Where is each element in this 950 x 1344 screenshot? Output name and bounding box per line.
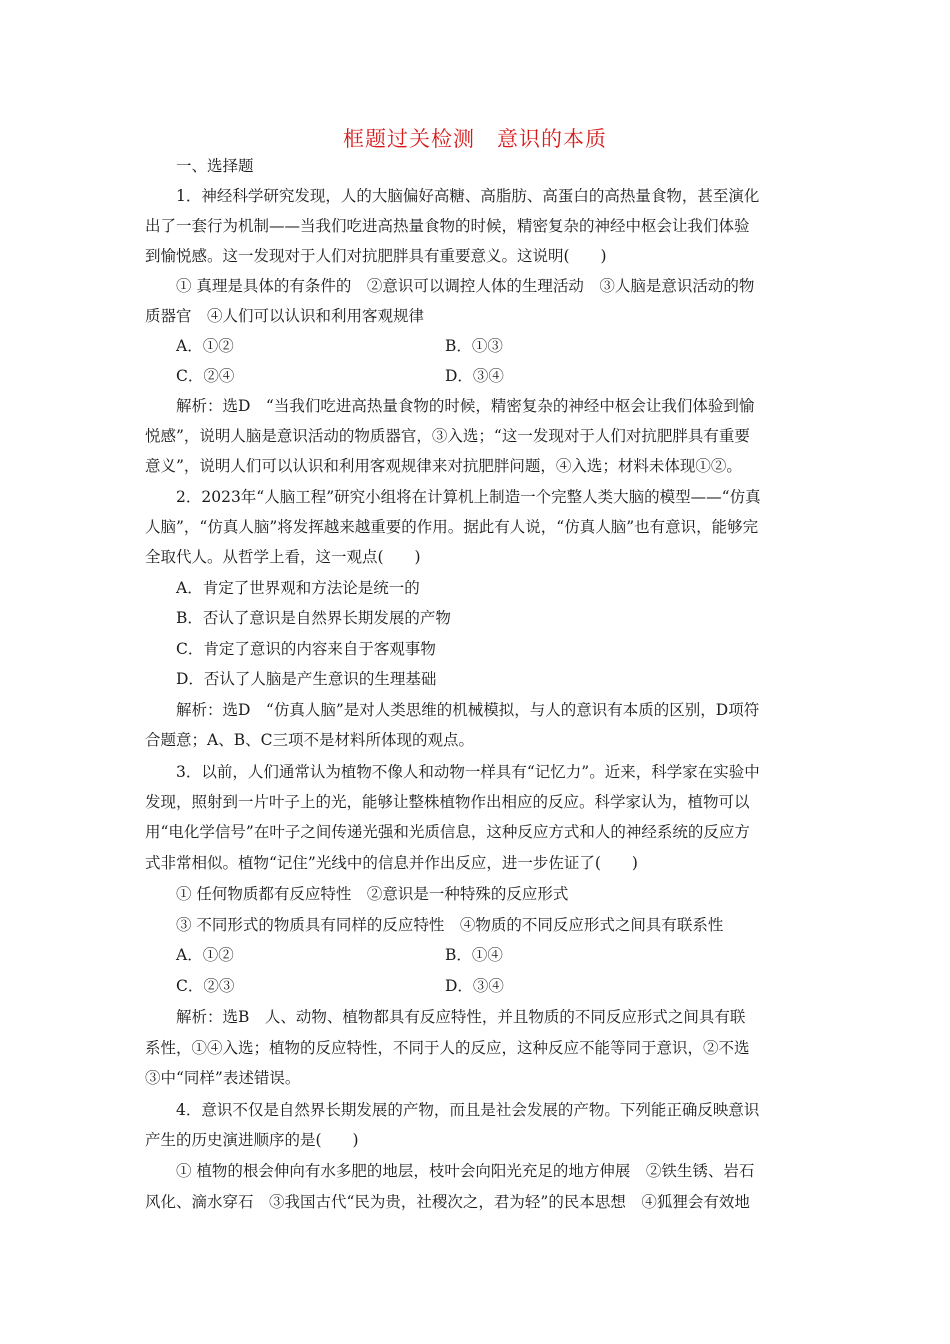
q1-analysis-line3: 意义”，说明人们可以认识和利用客观规律来对抗肥胖问题，④入选；材料未体现①②。: [145, 457, 742, 475]
q4-stem-line1: 4．意识不仅是自然界长期发展的产物，而且是社会发展的产物。下列能正确反映意识: [176, 1101, 760, 1119]
q1-option-d: D．③④: [445, 367, 504, 385]
q3-stem-line4: 式非常相似。植物“记住”光线中的信息并作出反应，进一步佐证了( ): [145, 854, 638, 872]
q4-statements-line2: 风化、滴水穿石 ③我国古代“民为贵，社稷次之，君为轻”的民本思想 ④狐狸会有效地: [145, 1193, 750, 1211]
q3-option-b: B．①④: [445, 946, 503, 964]
q2-option-b: B．否认了意识是自然界长期发展的产物: [176, 609, 451, 627]
q3-statements-line1: ① 任何物质都有反应特性 ②意识是一种特殊的反应形式: [176, 885, 569, 903]
q1-option-c: C．②④: [176, 367, 235, 385]
q3-option-d: D．③④: [445, 977, 504, 995]
q3-statements-line2: ③ 不同形式的物质具有同样的反应特性 ④物质的不同反应形式之间具有联系性: [176, 916, 724, 934]
q3-option-c: C．②③: [176, 977, 235, 995]
q1-stem-line1: 1．神经科学研究发现，人的大脑偏好高糖、高脂肪、高蛋白的高热量食物，甚至演化: [176, 187, 760, 205]
q3-stem-line1: 3．以前，人们通常认为植物不像人和动物一样具有“记忆力”。近来，科学家在实验中: [176, 763, 760, 781]
q4-statements-line1: ① 植物的根会伸向有水多肥的地层，枝叶会向阳光充足的地方伸展 ②铁生锈、岩石: [176, 1162, 755, 1180]
q1-stem-line3: 到愉悦感。这一发现对于人们对抗肥胖具有重要意义。这说明( ): [145, 247, 607, 265]
section-heading: 一、选择题: [176, 157, 254, 175]
q3-stem-line2: 发现，照射到一片叶子上的光，能够让整株植物作出相应的反应。科学家认为，植物可以: [145, 793, 750, 811]
q1-statements-line2: 质器官 ④人们可以认识和利用客观规律: [145, 307, 425, 325]
q4-stem-line2: 产生的历史演进顺序的是( ): [145, 1131, 359, 1149]
q2-stem-line2: 人脑”，“仿真人脑”将发挥越来越重要的作用。据此有人说，“仿真人脑”也有意识，能够完: [145, 518, 759, 536]
q1-analysis-line2: 悦感”，说明人脑是意识活动的物质器官，③入选；“这一发现对于人们对抗肥胖具有重要: [145, 427, 750, 445]
q1-option-b: B．①③: [445, 337, 503, 355]
q2-option-a: A．肯定了世界观和方法论是统一的: [176, 579, 420, 597]
q1-analysis-line1: 解析：选D “当我们吃进高热量食物的时候，精密复杂的神经中枢会让我们体验到愉: [176, 397, 755, 415]
q1-option-a: A．①②: [176, 337, 234, 355]
q3-analysis-line2: 系性，①④入选；植物的反应特性，不同于人的反应，这种反应不能等同于意识，②不选: [145, 1039, 750, 1057]
q1-statements-line1: ① 真理是具体的有条件的 ②意识可以调控人体的生理活动 ③人脑是意识活动的物: [176, 277, 755, 295]
page-title: 框题过关检测 意识的本质: [343, 127, 607, 151]
q3-analysis-line1: 解析：选B 人、动物、植物都具有反应特性，并且物质的不同反应形式之间具有联: [176, 1008, 746, 1026]
q2-option-c: C．肯定了意识的内容来自于客观事物: [176, 640, 436, 658]
q2-analysis-line1: 解析：选D “仿真人脑”是对人类思维的机械模拟，与人的意识有本质的区别，D项符: [176, 701, 760, 719]
q1-stem-line2: 出了一套行为机制——当我们吃进高热量食物的时候，精密复杂的神经中枢会让我们体验: [145, 217, 750, 235]
q3-analysis-line3: ③中“同样”表述错误。: [145, 1069, 301, 1087]
q2-stem-line1: 2．2023年“人脑工程”研究小组将在计算机上制造一个完整人类大脑的模型——“仿真: [176, 488, 761, 506]
q2-option-d: D．否认了人脑是产生意识的生理基础: [176, 670, 437, 688]
q2-analysis-line2: 合题意；A、B、C三项不是材料所体现的观点。: [145, 731, 474, 749]
q3-option-a: A．①②: [176, 946, 234, 964]
q2-stem-line3: 全取代人。从哲学上看，这一观点( ): [145, 548, 421, 566]
q3-stem-line3: 用“电化学信号”在叶子之间传递光强和光质信息，这种反应方式和人的神经系统的反应方: [145, 823, 750, 841]
